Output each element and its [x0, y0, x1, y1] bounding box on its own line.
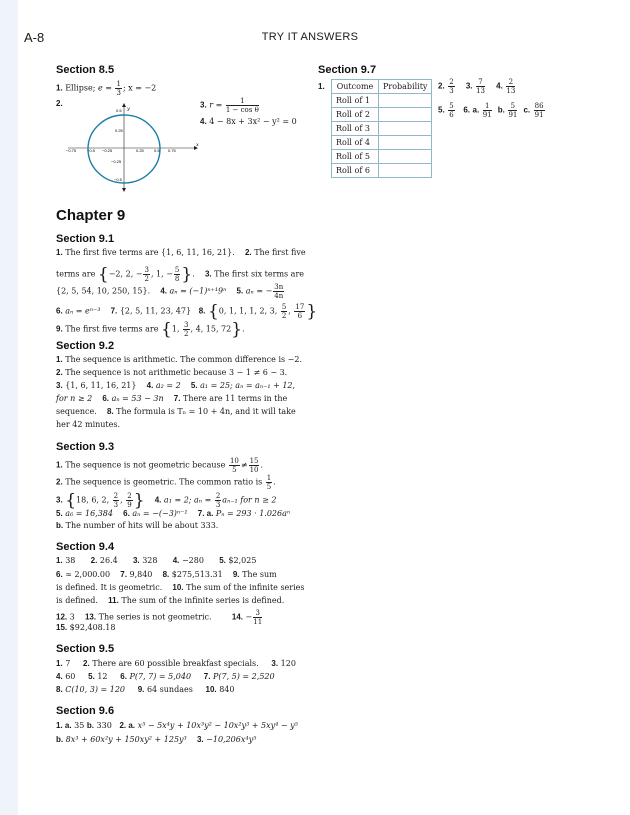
answer-9-2-line: 1. The sequence is arithmetic. The common difference is −2.	[56, 355, 302, 364]
x-tick-label: −0.25	[102, 148, 113, 153]
page-number: A-8	[24, 30, 45, 45]
x-tick-label: −0.5	[87, 148, 95, 153]
section-9-6-title: Section 9.6	[56, 705, 115, 717]
answer-8-5-1: 1. Ellipse; e = $\frac{1}{3}$ ; x = −2	[56, 80, 157, 97]
answer-9-4-line: 6. ≈ 2,000.00 7. 9,840 8. $275,513.31 9. The sum	[56, 570, 277, 579]
y-tick-label: 0.25	[115, 128, 123, 133]
table-cell-empty	[379, 150, 432, 164]
answer-9-3-line: 1. The sequence is not geometric because $\frac{10}{5}$ ≠ $\frac{15}{10}$ .	[56, 457, 264, 474]
answer-9-3-line: b. The number of hits will be about 333.	[56, 521, 219, 530]
answer-9-1-line: {2, 5, 54, 10, 250, 15}. 4. aₙ = (−1)ⁿ⁺¹9ⁿ 5. aₙ = − $\frac{3n}{4n}$	[56, 283, 284, 300]
answer-9-4-line: 15. $92,408.18	[56, 623, 116, 632]
answer-9-5-line: 4. 60 5. 12 6. P(7, 7) = 5,040 7. P(7, 5) = 2,520	[56, 672, 275, 681]
answer-9-3-line: 2. The sequence is geometric. The common ratio is $\frac{1}{5}$ .	[56, 474, 276, 491]
answer-8-5-4: 4. 4 − 8x + 3x² − y² = 0	[200, 117, 297, 126]
answer-9-1-line: terms are {−2, 2, − $\frac{3}{2}$ , 1, − $\frac{5}{8}$ }. 3. The first six terms are	[56, 264, 304, 285]
answer-9-2-line: 2. The sequence is not arithmetic because 3 − 1 ≠ 6 − 3.	[56, 368, 288, 377]
ellipse-graph	[62, 102, 202, 194]
table-cell: Roll of 4	[332, 136, 379, 150]
answer-8-5-2-label: 2.	[56, 99, 63, 108]
answer-9-1-line: 1. The first five terms are {1, 6, 11, 16, 21}. 2. The first five	[56, 248, 306, 257]
answer-9-2-line: her 42 minutes.	[56, 420, 121, 429]
answer-9-3-line: 5. a₆ = 16,384 6. aₙ = −(−3)ⁿ⁻¹ 7. a. Pₙ = 293 · 1.026aⁿ	[56, 509, 291, 518]
table-cell-empty	[379, 122, 432, 136]
answer-8-5-3: 3. r = $\frac{1}{\text{1 − cos θ}}$	[200, 97, 259, 114]
section-8-5-title: Section 8.5	[56, 64, 115, 76]
section-9-2-title: Section 9.2	[56, 340, 115, 352]
answer-9-1-line: 9. The first five terms are {1, $\frac{3}{2}$ , 4, 15, 72}.	[56, 319, 245, 340]
x-tick-label: 0.75	[168, 148, 176, 153]
table-row	[332, 108, 432, 122]
page-edge-band	[0, 0, 18, 815]
probability-table	[331, 79, 432, 178]
answer-9-2-line: sequence. 8. The formula is Tₙ = 10 + 4n, and it will take	[56, 407, 296, 416]
x-tick-label: 0.25	[136, 148, 144, 153]
answer-9-2-line: 3. {1, 6, 11, 16, 21} 4. a₂ = 2 5. a₁ = 25; aₙ = aₙ₋₁ + 12,	[56, 381, 296, 390]
answer-9-5-line: 1. 7 2. There are 60 possible breakfast specials. 3. 120	[56, 659, 296, 668]
answer-9-4-line: 12. 3 13. The series is not geometric. 14. − $\frac{3}{11}$	[56, 609, 263, 626]
table-row	[332, 150, 432, 164]
x-axis-label: x	[196, 142, 199, 148]
answer-9-5-line: 8. C(10, 3) = 120 9. 64 sundaes 10. 840	[56, 685, 235, 694]
table-row	[332, 164, 432, 178]
y-top-tick-label: 0.5	[116, 108, 122, 113]
table-cell-empty	[379, 164, 432, 178]
table-row	[332, 94, 432, 108]
table-cell: Roll of 3	[332, 122, 379, 136]
y-axis-label: y	[127, 106, 130, 112]
chapter-title: Chapter 9	[56, 207, 126, 224]
answer-9-4-line: is defined. It is geometric. 10. The sum of the infinite series	[56, 583, 305, 592]
section-9-5-title: Section 9.5	[56, 643, 115, 655]
answer-9-3-line: 3. {18, 6, 2, $\frac{2}{3}$ , $\frac{2}{9}$ } 4. a₁ = 2; aₙ = $\frac{2}{3}$ aₙ₋₁ for n ≥ 2	[56, 490, 277, 511]
answer-9-4-line: 1. 38 2. 26.4 3. 328 4. −280 5. $2,025	[56, 556, 257, 565]
running-head: TRY IT ANSWERS	[261, 31, 359, 43]
answer-9-4-line: is defined. 11. The sum of the infinite series is defined.	[56, 596, 285, 605]
answer-9-2-line: for n ≥ 2 6. aₙ = 53 − 3n 7. There are 11 terms in the	[56, 394, 288, 403]
table-cell: Roll of 5	[332, 150, 379, 164]
answer-9-6-line: b. 8x³ + 60x²y + 150xy² + 125y³ 3. −10,206x⁴y⁵	[56, 735, 257, 744]
answers-9-7-2-to-4: 2. $\frac{2}{3}$ 3. $\frac{7}{13}$ 4. $\frac{2}{13}$	[438, 78, 516, 95]
section-9-3-title: Section 9.3	[56, 441, 115, 453]
table-cell: Roll of 2	[332, 108, 379, 122]
table-header-outcome: Outcome	[332, 80, 379, 94]
table-header-row	[332, 80, 432, 94]
x-tick-label: 0.5	[154, 148, 160, 153]
table-row	[332, 122, 432, 136]
table-row	[332, 136, 432, 150]
x-tick-label: −0.75	[66, 148, 77, 153]
answer-9-6-line: 1. a. 35 b. 330 2. a. x⁵ − 5x⁴y + 10x³y² − 10x²y³ + 5xy⁴ − y⁵	[56, 721, 298, 730]
answer-9-7-1-label: 1.	[318, 82, 325, 91]
table-cell: Roll of 6	[332, 164, 379, 178]
y-tick-label: −0.25	[111, 159, 122, 164]
section-9-1-title: Section 9.1	[56, 233, 115, 245]
y-tick-label: −0.5	[114, 177, 122, 182]
table-cell-empty	[379, 94, 432, 108]
table-cell-empty	[379, 108, 432, 122]
table-cell: Roll of 1	[332, 94, 379, 108]
section-9-7-title: Section 9.7	[318, 64, 377, 76]
answer-9-1-line: 6. aₙ = eⁿ⁻³ 7. {2, 5, 11, 23, 47} 8. {0, 1, 1, 1, 2, 3, $\frac{5}{2}$ , $\frac{17}{6}$ }	[56, 301, 318, 322]
answers-9-7-5-6: 5. $\frac{5}{6}$ 6. a. $\frac{1}{91}$ b. $\frac{5}{91}$ c. $\frac{86}{91}$	[438, 102, 544, 119]
y-axis-arrow-up	[122, 103, 126, 107]
y-axis-arrow-down	[122, 188, 126, 192]
table-header-probability: Probability	[379, 80, 432, 94]
section-9-4-title: Section 9.4	[56, 541, 115, 553]
table-cell-empty	[379, 136, 432, 150]
